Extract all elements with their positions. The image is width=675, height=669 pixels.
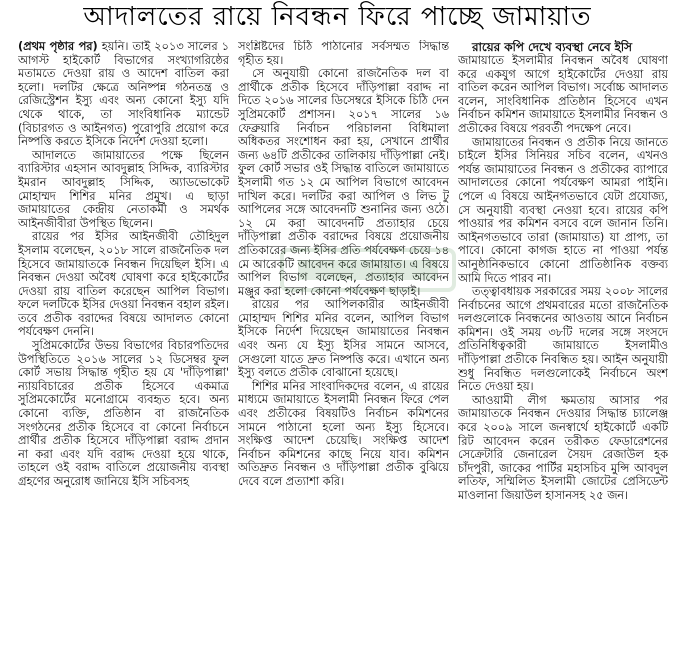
paragraph: তত্ত্বাবধায়ক সরকারের সময় ২০০৮ সালের নির্বাচনের আগে প্রথমবারের মতো রাজনৈতিক দলগুলোকে নিবন্ধনের আওতায় আনে নির্বাচন কমিশন। ওই সময় ৩৮টি দলের সঙ্গে সংসদে প্রতিনিধিত্বকারী জামায়াতে ইসলামীও দাঁড়িপাল্লা প্রতীকে নিবন্ধিত হয়। আইন অনুযায়ী শুধু নিবন্ধিত দলগুলোকেই নির্বাচনে অংশ নিতে দেওয়া হয়। — [458, 285, 668, 394]
article-column-2 — [238, 40, 449, 665]
continuation-lead: (প্রথম পৃষ্ঠার পর) — [18, 40, 98, 53]
paragraph: আদালতে জামায়াতের পক্ষে ছিলেন ব্যারিস্টার এহসান আবদুল্লাহ সিদ্দিক, ব্যারিস্টার ইমরান আবদুল্লাহ সিদ্দিক, অ্যাডভোকেট মোহাম্মদ শিশির মনির প্রমুখ। এ ছাড়া জামায়াতের কেন্দ্রীয় নেতাকর্মী ও সমর্থক আইনজীবীরা উপস্থিত ছিলেন। — [18, 148, 229, 230]
subheading: রায়ের কপি দেখে ব্যবস্থা নেবে ইসি — [472, 40, 632, 54]
paragraph: সুপ্রিমকোর্টের উভয় বিভাগের বিচারপতিদের উপস্থিতিতে ২০১৬ সালের ১২ ডিসেম্বর ফুল কোর্ট সভায় সিদ্ধান্ত গৃহীত হয় যে 'দাঁড়িপাল্লা' ন্যায়বিচারের প্রতীক হিসেবে একমাত্র সুপ্রিমকোর্টের মনোগ্রামে ব্যবহৃত হবে। অন্য কোনো ব্যক্তি, প্রতিষ্ঠান বা রাজনৈতিক সংগঠনের প্রতীক হিসেবে বা কোনো নির্বাচনে প্রার্থীর প্রতীক হিসেবে দাঁড়িপাল্লা বরাদ্দ প্রদান না করা এবং যদি বরাদ্দ দেওয়া হয়ে থাকে, তাহলে ওই বরাদ্দ বাতিলে প্রয়োজনীয় ব্যবস্থা গ্রহণের অনুরোধ জানিয়ে ইসি সচিবসহ — [18, 339, 229, 488]
paragraph: রায়ের পর ইসির আইনজীবী তৌহিদুল ইসলাম বলেছেন, ২০১৮ সালে রাজনৈতিক দল হিসেবে জামায়াতকে নিবন্ধন দিয়েছিল ইসি। এ নিবন্ধন দেওয়া অবৈধ ঘোষণা করে হাইকোর্টের দেওয়া রায় বাতিল করেছেন আপিল বিভাগ। ফলে দলটিকে ইসির দেওয়া নিবন্ধন বহাল রইল। তবে প্রতীক বরাদ্দের বিষয়ে আদালত কোনো পর্যবেক্ষণ দেননি। — [18, 230, 229, 339]
paragraph — [18, 40, 229, 149]
article-column-1 — [18, 40, 229, 665]
paragraph: জামায়াতের নিবন্ধন ও প্রতীক নিয়ে জানতে চাইলে ইসির সিনিয়র সচিব বলেন, এখনও পর্যন্ত জামায়াতের নিবন্ধন ও প্রতীকের ব্যাপারে আদালতের কোনো পর্যবেক্ষণ আমরা পাইনি। পেলে এ বিষয়ে আইনগতভাবে যেটা প্রযোজ্য, সে অনুযায়ী ব্যবস্থা নেওয়া হবে। রায়ের কপি পাওয়ার পর কমিশন বসবে বলে জানান তিনি। আইনগতভাবে তারা (জামায়াত) যা প্রাপ্য, তা পাবে। কোনো কাগজ হাতে না পাওয়া পর্যন্ত আনুষ্ঠানিকভাবে কোনো প্রাতিষ্ঠানিক বক্তব্য আমি দিতে পারব না। — [458, 135, 668, 285]
paragraph: সে অনুযায়ী কোনো রাজনৈতিক দল বা প্রার্থীকে প্রতীক হিসেবে দাঁড়িপাল্লা বরাদ্দ না দিতে ২০১৬ সালের ডিসেম্বরে ইসিকে চিঠি দেন সুপ্রিমকোর্ট প্রশাসন। ২০১৭ সালের ১৬ ফেব্রুয়ারি নির্বাচন পরিচালনা বিধিমালা অধিকতর সংশোধন করা হয়, সেখানে প্রার্থীর জন্য ৬৪টি প্রতীকের তালিকায় দাঁড়িপাল্লা নেই। ফুল কোর্ট সভার ওই সিদ্ধান্ত বাতিলে জামায়াতে ইসলামী গত ১২ মে আপিল বিভাগে আবেদন দাখিল করে। দলটির করা আপিল ও লিভ টু আপিলের সঙ্গে আবেদনটি শুনানির জন্য ওঠে। ১২ মে করা আবেদনটি প্রত্যাহার চেয়ে দাঁড়িপাল্লা প্রতীক বরাদ্দের বিষয়ে প্রয়োজনীয় প্রতিকারের জন্য ইসির প্রতি পর্যবেক্ষণ চেয়ে ১৪ মে আরেকটি আবেদন করে জামায়াত। এ বিষয়ে আপিল বিভাগ বলেছেন, প্রত্যাহার আবেদন মঞ্জুর করা হলো কোনো পর্যবেক্ষণ ছাড়াই। — [238, 67, 449, 298]
paragraph-text: হয়নি। তাই ২০১৩ সালের ১ আগস্ট হাইকোর্ট বিভাগের সংখ্যাগরিষ্ঠের মতামতে দেওয়া রায় ও আদেশ বাতিল করা হলো। দলটির ক্ষেত্রে অনিষ্পন্ন গঠনতন্ত্র ও রেজিস্ট্রেশন ইস্যু এবং অন্য কোনো ইস্যু যদি থেকে থাকে, তা সাংবিধানিক ম্যান্ডেট (বিচারগত ও আইনগত) পুরোপুরি প্রয়োগ করে নিষ্পত্তি করতে ইসিকে নির্দেশ দেওয়া হলো। — [18, 40, 229, 149]
paragraph: আওয়ামী লীগ ক্ষমতায় আসার পর জামায়াতকে নিবন্ধন দেওয়ার সিদ্ধান্ত চ্যালেঞ্জ করে ২০০৯ সালে জনস্বার্থে হাইকোর্টে একটি রিট আবেদন করেন তরীকত ফেডারেশনের সেক্রেটারি জেনারেল সৈয়দ রেজাউল হক চাঁদপুরী, জাকের পার্টির মহাসচিব মুন্সি আবদুল লতিফ, সম্মিলিত ইসলামী জোটের প্রেসিডেন্ট মাওলানা জিয়াউল হাসানসহ ২৫ জন। — [458, 393, 668, 502]
headline: আদালতের রায়ে নিবন্ধন ফিরে পাচ্ছে জামায়াত — [83, 2, 592, 32]
paragraph: রায়ের পর আপিলকারীর আইনজীবী মোহাম্মদ শিশির মনির বলেন, আপিল বিভাগ ইসিকে নির্দেশ দিয়েছেন জামায়াতের নিবন্ধন এবং অন্য যে ইস্যু ইসির সামনে আসবে, সেগুলো যাতে দ্রুত নিষ্পত্তি করে। এখানে অন্য ইস্যু বলতে প্রতীক বোঝানো হয়েছে। — [238, 298, 449, 380]
paragraph: সংশ্লিষ্টদের চিঠি পাঠানোর সর্বসম্মত সিদ্ধান্ত গৃহীত হয়। — [238, 40, 449, 67]
paragraph: শিশির মনির সাংবাদিকদের বলেন, এ রায়ের মাধ্যমে জামায়াতে ইসলামী নিবন্ধন ফিরে পেল এবং প্রতীকের বিষয়টিও নির্বাচন কমিশনের সামনে পাঠানো হলো অন্য ইস্যু হিসেবে। সংক্ষিপ্ত আদেশ চেয়েছি। সংক্ষিপ্ত আদেশ নির্বাচন কমিশনের কাছে নিয়ে যাব। কমিশন অতিদ্রুত নিবন্ধন ও দাঁড়িপাল্লা প্রতীক বুঝিয়ে দেবে বলে প্রত্যাশা করি। — [238, 379, 449, 488]
paragraph: জামায়াতে ইসলামীর নিবন্ধন অবৈধ ঘোষণা করে একযুগ আগে হাইকোর্টের দেওয়া রায় বাতিল করেন আপিল বিভাগ। সর্বোচ্চ আদালত বলেন, সাংবিধানিক প্রতিষ্ঠান হিসেবে এখন নির্বাচন কমিশন জামায়াতে ইসলামীর নিবন্ধন ও প্রতীকের বিষয়ে পরবর্তী পদক্ষেপ নেবে। — [458, 54, 668, 135]
article-column-3 — [458, 40, 668, 665]
